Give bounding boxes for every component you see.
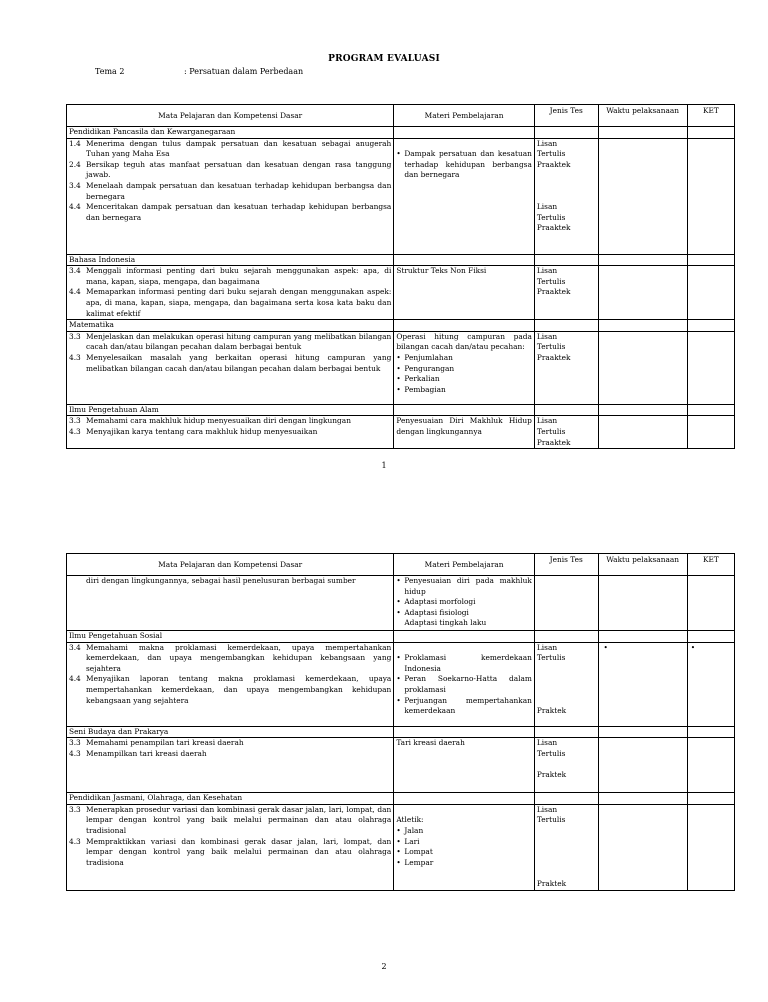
tema-line — [95, 67, 304, 76]
header-waktu: Waktu pelaksanaan — [598, 105, 687, 127]
kd-list — [67, 416, 394, 449]
header-mapel: Mata Pelajaran dan Kompetensi Dasar — [67, 105, 394, 127]
materi-item: • Lari — [396, 836, 420, 846]
materi-item: • Proklamasi kemerdekaan Indonesia — [396, 653, 532, 673]
materi-item: • Dampak persatuan dan kesatuan terhadap kehidupan berbangsa dan bernegara — [396, 149, 532, 180]
kd-item: 3.3 Menerapkan prosedur variasi dan kombinasi gerak dasar jalan, lari, lompat, dan lempar dengan kontrol yang baik melalui permainan dan atau olahraga tradisional — [69, 804, 392, 835]
materi-item: • Jalan — [396, 825, 424, 835]
kd-list — [67, 738, 394, 793]
ket-cell — [687, 416, 734, 449]
header-waktu: Waktu pelaksanaan — [598, 554, 687, 576]
subject-ppkn: Pendidikan Pancasila dan Kewarganegaraan — [67, 127, 394, 139]
kd-item: 3.3 Memahami penampilan tari kreasi daerah — [69, 738, 244, 748]
materi-cell: Atletik: • Jalan • Lari • Lompat • Lempar — [394, 804, 535, 890]
kd-item: 3.4 Memahami makna proklamasi kemerdekaan, upaya mempertahankan kemerdekaan, dan upaya mengembangkan kehidupan kebangsaan yang sejahtera — [69, 642, 392, 673]
materi-cell — [394, 138, 535, 254]
kd-item: 4.4 Menceritakan dampak persatuan dan kesatuan terhadap kehidupan berbangsa dan bernegara — [69, 202, 392, 222]
materi-cell — [394, 576, 535, 631]
kd-item: 2.4 Bersikap teguh atas manfaat persatuan dan kesatuan dengan rasa tanggung jawab. — [69, 159, 392, 180]
kd-list — [67, 804, 394, 890]
ket-cell — [687, 738, 734, 793]
kd-item: 4.3 Menyelesaikan masalah yang berkaitan operasi hitung campuran yang melibatkan bilangan cacah dan/atau bilangan pecahan dalam berbagai bentuk — [69, 352, 392, 373]
ket-cell — [687, 266, 734, 320]
materi-item: • Lempar — [396, 857, 434, 867]
materi-item: • Adaptasi fisiologi — [396, 607, 469, 617]
header-materi: Materi Pembelajaran — [394, 554, 535, 576]
ket-cell — [687, 804, 734, 890]
waktu-cell — [598, 738, 687, 793]
kd-continuation: diri dengan lingkungannya, sebagai hasil penelusuran berbagai sumber — [67, 576, 394, 631]
kd-list — [67, 138, 394, 254]
jenis-tes-cell: Lisan Tertulis Praktek — [534, 804, 598, 890]
page-number-1: 1 — [381, 461, 387, 470]
waktu-cell — [598, 804, 687, 890]
kd-item: 3.4 Menggali informasi penting dari buku sejarah menggunakan aspek: apa, di mana, kapan, siapa, mengapa, dan bagaimana — [69, 266, 392, 286]
waktu-cell — [598, 266, 687, 320]
materi-cell: Tari kreasi daerah — [394, 738, 535, 793]
header-ket: KET — [687, 554, 734, 576]
waktu-cell — [598, 331, 687, 404]
kd-item: 4.4 Memaparkan informasi penting dari buku sejarah dengan menggunakan aspek: apa, di mana, kapan, siapa, mengapa, dan bagaimana serta kosa kata baku dan kalimat efektif — [69, 287, 392, 318]
subject-pjok: Pendidikan Jasmani, Olahraga, dan Kesehatan — [67, 793, 394, 805]
kd-item: 4.3 Mempraktikkan variasi dan kombinasi gerak dasar jalan, lari, lompat, dan lempar dengan kontrol yang baik melalui permainan dan atau olahraga tradisiona — [69, 836, 392, 867]
kd-item: 4.3 Menampilkan tari kreasi daerah — [69, 748, 207, 758]
materi-item: • Pengurangan — [396, 363, 455, 373]
header-materi: Materi Pembelajaran — [394, 105, 535, 127]
materi-item: • Perjuangan mempertahankan kemerdekaan — [396, 695, 532, 716]
kd-item: 3.3 Menjelaskan dan melakukan operasi hitung campuran yang melibatkan bilangan cacah dan/atau bilangan pecahan dalam berbagai bentuk — [69, 331, 392, 352]
header-jenis: Jenis Tes — [534, 554, 598, 576]
materi-item: • Lompat — [396, 847, 433, 857]
kd-list — [67, 331, 394, 404]
subject-sbdp: Seni Budaya dan Prakarya — [67, 726, 394, 738]
subject-matematika: Matematika — [67, 320, 394, 332]
evaluation-table-page2 — [66, 553, 735, 891]
header-jenis: Jenis Tes — [534, 105, 598, 127]
materi-item: • Penjumlahan — [396, 352, 453, 362]
materi-cell: Penyesuaian Diri Makhluk Hidup dengan lingkungannya — [394, 416, 535, 449]
waktu-cell — [598, 416, 687, 449]
subject-bahasa-indonesia: Bahasa Indonesia — [67, 254, 394, 266]
subject-ipa: Ilmu Pengetahuan Alam — [67, 404, 394, 416]
materi-item: • Perkalian — [396, 374, 440, 384]
ket-cell — [687, 331, 734, 404]
jenis-tes-cell: Lisan Tertulis Praaktek — [534, 416, 598, 449]
subject-ips: Ilmu Pengetahuan Sosial — [67, 631, 394, 643]
jenis-tes-cell: Lisan Tertulis Praktek — [534, 642, 598, 726]
materi-item: • Peran Soekarno-Hatta dalam proklamasi — [396, 674, 532, 694]
header-mapel: Mata Pelajaran dan Kompetensi Dasar — [67, 554, 394, 576]
kd-item: 3.3 Memahami cara makhluk hidup menyesuaikan diri dengan lingkungan — [69, 416, 351, 426]
jenis-tes-cell: Lisan Tertulis Praaktek — [534, 266, 598, 320]
ket-cell — [687, 138, 734, 254]
jenis-tes-cell: Lisan Tertulis Praaktek Lisan Tertulis Praaktek — [534, 138, 598, 254]
materi-cell: Operasi hitung campuran pada bilangan cacah dan/atau pecahan: • Penjumlahan • Pengurangan • Perkalian • Pembagian — [394, 331, 535, 404]
waktu-cell: • — [598, 642, 687, 726]
ket-cell: • — [687, 642, 734, 726]
materi-item: • Pembagian — [396, 384, 446, 394]
kd-item: 3.4 Menelaah dampak persatuan dan kesatuan terhadap kehidupan berbangsa dan bernegara — [69, 180, 392, 201]
jenis-tes-cell: Lisan Tertulis Praktek — [534, 738, 598, 793]
kd-list — [67, 266, 394, 320]
header-ket: KET — [687, 105, 734, 127]
waktu-cell — [598, 138, 687, 254]
page-number-2: 2 — [381, 962, 387, 971]
kd-item: 4.3 Menyajikan karya tentang cara makhluk hidup menyesuaikan — [69, 426, 318, 436]
tema-value: : Persatuan dalam Perbedaan — [184, 67, 304, 76]
kd-item: 1.4 Menerima dengan tulus dampak persatuan dan kesatuan sebagai anugerah Tuhan yang Maha Esa — [69, 138, 392, 159]
materi-cell — [394, 642, 535, 726]
evaluation-table-page1 — [66, 104, 735, 449]
jenis-tes-cell: Lisan Tertulis Praaktek — [534, 331, 598, 404]
materi-cell: Struktur Teks Non Fiksi — [394, 266, 535, 320]
kd-list — [67, 642, 394, 726]
materi-item: • Penyesuaian diri pada makhluk hidup — [396, 576, 532, 596]
kd-item: 4.4 Menyajikan laporan tentang makna proklamasi kemerdekaan, upaya mempertahankan kemerdekaan, dan upaya mengembangkan kehidupan kebangsaan yang sejahtera — [69, 674, 392, 705]
tema-label: Tema 2 — [95, 67, 125, 76]
document-title: PROGRAM EVALUASI — [328, 54, 440, 64]
materi-item: Adaptasi tingkah laku — [404, 618, 487, 628]
materi-item: • Adaptasi morfologi — [396, 597, 476, 607]
